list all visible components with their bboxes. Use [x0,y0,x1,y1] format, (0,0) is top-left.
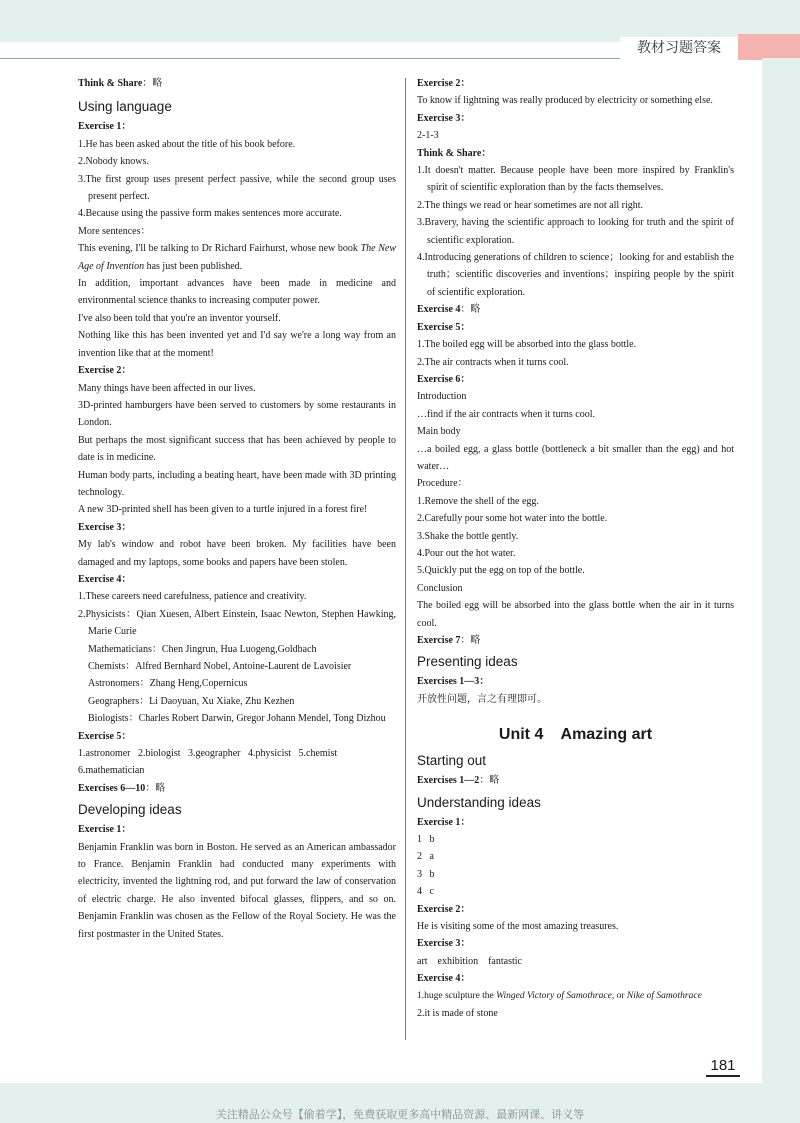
answer-line: 2.Nobody knows. [78,156,149,168]
page-number-underline [706,1075,740,1077]
answer-line: 4 c [417,886,434,898]
answer-line: I've also been told that you're an inventor yourself. [78,312,281,324]
answer-line: 2-1-3 [417,130,439,142]
answer-line: Conclusion [417,582,463,594]
exercise-label: Exercise 3： [417,938,471,950]
procedure-step: 4.Pour out the hot water. [417,547,516,559]
exercise-label: Exercise 2： [78,365,132,377]
answer-paragraph: Benjamin Franklin was born in Boston. He served as an American ambassador to France. Benjamin Franklin had conducted many experiments with electricity, invented the lightning rod, and put forward the law of conservation of electric charge. He also invented bifocal glasses, flippers, and so on. Benjamin Franklin was chosen as the Fellow of the Royal Society. He was the first postmaster in the United States. [78,841,396,940]
exercise-label-line: Exercise 7：略 [417,635,481,646]
exercise-label: Exercise 1： [78,824,132,836]
answer-line: Procedure： [417,478,468,490]
answer-line: 2.The things we read or hear sometimes are not all right. [417,199,644,211]
book-title: The New Age of Invention [78,243,397,272]
answer-line: He is visiting some of the most amazing treasures. [417,921,619,933]
answer-line: 1 b [417,834,435,846]
exercise-label: Exercise 3： [78,521,132,533]
answer-line: 1.The boiled egg will be absorbed into the glass bottle. [417,339,637,351]
section-heading-understanding-ideas: Understanding ideas [417,794,541,810]
artwork-title: Winged Victory of Samothrace [496,990,612,1001]
career-list-item: Astronomers：Zhang Heng,Copernicus [88,678,248,690]
answer-line: 开放性问题，言之有理即可。 [417,693,547,705]
answer-line: 3D-printed hamburgers have been served to customers by some restaurants in London. [78,399,396,429]
career-list-item: Geographers：Li Daoyuan, Xu Xiake, Zhu Kezhen [88,695,295,707]
header-accent-tab [738,34,800,60]
career-list-item: Chemists：Alfred Bernhard Nobel, Antoine-Laurent de Lavoisier [88,661,352,672]
career-list-item: Mathematicians：Chen Jingrun, Hua Luogeng,Goldbach [88,643,317,655]
answer-line: My lab's window and robot have been broken. My facilities have been damaged and my laptops, some books and papers have been stolen. [78,539,396,568]
column-divider [405,78,406,1040]
answer-line: 1.These careers need carefulness, patience and creativity. [78,591,307,603]
answer-line: 1.It doesn't matter. Because people have been more inspired by Franklin's spirit of scientific exploration than by the facts themselves. [417,165,734,194]
procedure-step: 2.Carefully pour some hot water into the bottle. [417,513,608,525]
procedure-step: 5.Quickly put the egg on top of the bottle. [417,565,585,577]
procedure-step: 1.Remove the shell of the egg. [417,495,539,507]
more-sentences-label: More sentences： [78,225,151,237]
answer-line: A new 3D-printed shell has been given to a turtle injured in a forest fire! [78,504,368,516]
exercise-label: Exercise 4： [78,573,132,585]
answer-line: 2.Physicists：Qian Xuesen, Albert Einstein, Isaac Newton, Stephen Hawking, Marie Curie [78,608,396,638]
exercise-label-line: Exercise 4：略 [417,304,481,316]
answer-line: Many things have been affected in our lives. [78,382,256,394]
page-number: 181 [710,1057,736,1074]
answer-line: Human body parts, including a beating heart, have been made with 3D printing technology. [78,469,396,498]
exercise-label: Exercise 5： [78,730,132,742]
left-column [78,75,396,943]
answer-line: 3.The first group uses present perfect passive, while the second group uses present perfect. [78,173,396,203]
answer-line: …a boiled egg, a glass bottle (bottleneck a bit smaller than the egg) and hot water… [417,443,734,472]
answer-line: To know if lightning was really produced by electricity or something else. [417,95,713,107]
think-share-line: Think & Share：略 [78,78,163,89]
exercise-label: Exercise 1： [417,816,471,828]
exercise-label: Exercise 6： [417,373,471,385]
answer-line: But perhaps the most significant success that has been achieved by people to date is in medicine. [78,434,396,464]
exercise-label: Exercise 3： [417,112,471,124]
career-list-item: Biologists：Charles Robert Darwin, Gregor Johann Mendel, Tong Dizhou [88,713,386,725]
answer-line: The boiled egg will be absorbed into the glass bottle when the air in it turns cool. [417,600,734,629]
answer-line: 1.He has been asked about the title of his book before. [78,138,296,150]
right-column [417,75,734,1023]
exercise-label: Exercises 1—3： [417,676,490,688]
exercise-label: Exercise 5： [417,321,471,333]
answer-line: In addition, important advances have been made in medicine and environmental science thanks to increasing computer power. [78,278,396,307]
answer-line: 1.huge sculpture the Winged Victory of Samothrace, or Nike of Samothrace [417,990,702,1001]
unit-title: Unit 4 Amazing art [498,726,653,744]
answer-line: 6.mathematician [78,765,145,777]
exercise-label-line: Exercises 6—10：略 [78,782,166,794]
answer-line: art exhibition fantastic [417,955,522,967]
section-heading-using-language: Using language [78,99,172,115]
answer-line: …find if the air contracts when it turns cool. [417,408,596,420]
answer-line: This evening, I'll be talking to Dr Richard Fairhurst, whose new book The New Age of Invention has just been published. [78,243,397,272]
answer-line: 4.Because using the passive form makes sentences more accurate. [78,208,342,220]
exercise-label: Exercise 2： [417,78,471,89]
exercise-label: Exercise 1： [78,121,132,133]
answer-line: 3.Bravery, having the scientific approach to looking for truth and the spirit of scientific exploration. [417,217,734,246]
procedure-step: 3.Shake the bottle gently. [417,530,519,542]
footer-watermark-text: 关注精品公众号【偷着学】，免费获取更多高中精品资源、最新网课、讲义等 [215,1108,585,1121]
exercise-label-line: Exercises 1—2：略 [417,775,500,787]
exercise-label: Think & Share： [417,147,492,159]
answer-line: 2.The air contracts when it turns cool. [417,356,569,368]
answer-line: 3 b [417,868,435,880]
answer-line: 4.Introducing generations of children to science；looking for and establish the truth；scientific discoveries and inventions；inspiring people by the spirit of scientific exploration. [417,252,734,298]
section-heading-presenting-ideas: Presenting ideas [417,654,518,670]
top-band [0,0,800,42]
answer-line: Main body [417,426,461,438]
exercise-label: Exercise 4： [417,973,471,985]
answer-line: 2 a [417,851,434,863]
answer-line: 2.it is made of stone [417,1008,498,1020]
right-margin-strip [762,58,800,1083]
answer-line: Introduction [417,391,467,403]
page-header-title: 教材习题答案 [620,37,738,59]
answer-line: 1.astronomer 2.biologist 3.geographer 4.physicist 5.chemist [78,748,338,760]
section-heading-developing-ideas: Developing ideas [78,802,182,818]
section-heading-starting-out: Starting out [417,753,487,769]
artwork-title: Nike of Samothrace [626,990,702,1001]
exercise-label: Exercise 2： [417,903,471,915]
answer-line: Nothing like this has been invented yet and I'd say we're a long way from an invention like that at the moment! [78,330,396,359]
